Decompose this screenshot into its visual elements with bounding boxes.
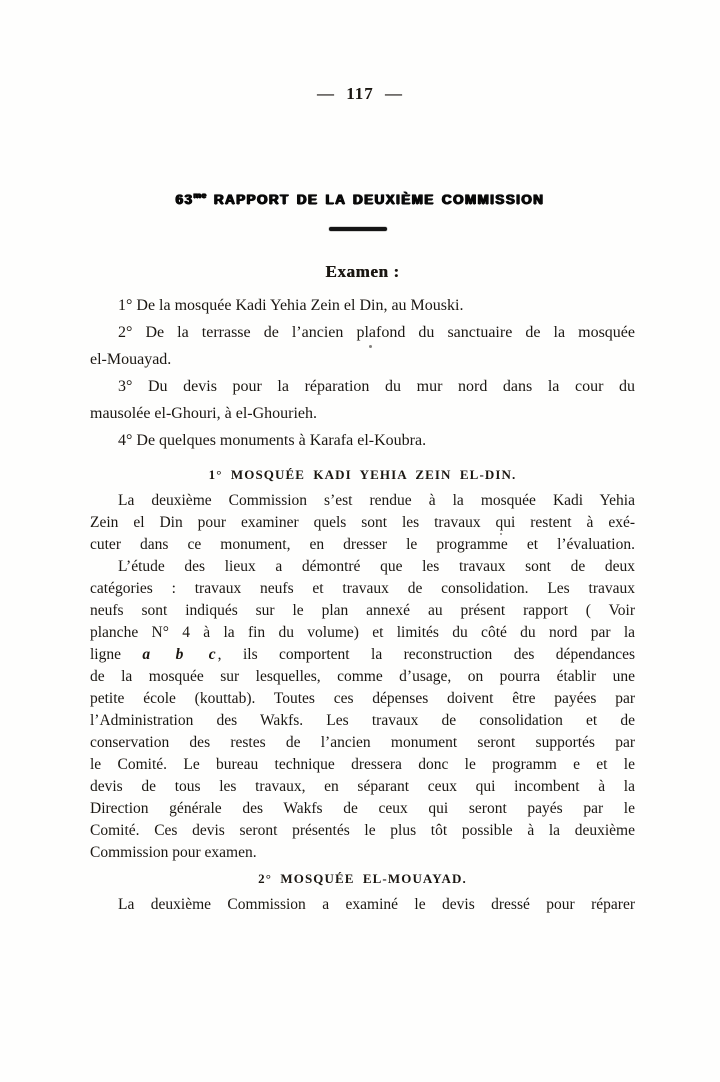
examen-item-2-line-2: el-Mouayad. <box>90 351 172 368</box>
italic-plan-letters: a b c <box>142 646 218 663</box>
examen-item-1: 1° De la mosquée Kadi Yehia Zein el Din, au Mouski. <box>118 297 464 314</box>
text-line: cuter dans ce monument, en dresser le programme et l’évaluation. <box>90 536 635 553</box>
text-line: La deuxième Commission a examiné le devis dressé pour réparer <box>118 896 635 913</box>
examen-heading: Examen : <box>325 262 400 281</box>
text-line: catégories : travaux neufs et travaux de consolidation. Les travaux <box>90 580 635 597</box>
text-line: L’étude des lieux a démontré que les travaux sont de deux <box>118 558 635 575</box>
text-segment: ligne <box>90 646 143 663</box>
text-line: Commission pour examen. <box>90 844 257 861</box>
examen-item-3-line-2: mausolée el-Ghouri, à el-Ghourieh. <box>90 405 318 422</box>
section-1-heading: 1° MOSQUÉE KADI YEHIA ZEIN EL-DIN. <box>208 467 517 482</box>
text-line: La deuxième Commission s’est rendue à la mosquée Kadi Yehia <box>118 492 635 509</box>
text-line-with-italic <box>90 644 635 666</box>
page-number: — 117 — <box>316 84 404 103</box>
page-body <box>90 262 635 916</box>
section-2-heading: 2° MOSQUÉE EL-MOUAYAD. <box>258 871 467 886</box>
text-segment: , ils comportent la reconstruction des dépendances <box>217 646 635 663</box>
text-line: de la mosquée sur lesquelles, comme d’usage, on pourra établir une <box>90 668 635 685</box>
examen-item-3-line-1: 3° Du devis pour la réparation du mur nord dans la cour du <box>118 378 635 395</box>
text-line: petite école (kouttab). Toutes ces dépenses doivent être payées par <box>90 690 635 707</box>
text-line: le Comité. Le bureau technique dressera donc le programm e et le <box>90 756 635 773</box>
report-number-suffix: me <box>193 190 207 200</box>
report-title <box>0 190 720 207</box>
examen-item-2-line-1: 2° De la terrasse de l’ancien plafond du sanctuaire de la mosquée <box>118 324 635 341</box>
text-line: Comité. Ces devis seront présentés le plus tôt possible à la deuxième <box>90 822 635 839</box>
text-line: planche N° 4 à la fin du volume) et limités du côté du nord par la <box>90 624 635 641</box>
examen-item-4: 4° De quelques monuments à Karafa el-Koubra. <box>118 432 427 449</box>
text-line: conservation des restes de l’ancien monument seront supportés par <box>90 734 635 751</box>
text-line: Zein el Din pour examiner quels sont les travaux qui restent à exé- <box>90 514 635 531</box>
text-line: Direction générale des Wakfs de ceux qui seront payés par le <box>90 800 635 817</box>
title-divider-rule <box>329 227 387 231</box>
text-line: neufs sont indiqués sur le plan annexé au présent rapport ( Voir <box>90 602 635 619</box>
report-number: 63 <box>175 192 194 207</box>
report-title-text: RAPPORT DE LA DEUXIÈME COMMISSION <box>206 192 545 207</box>
text-line: devis de tous les travaux, en séparant ceux qui incombent à la <box>90 778 635 795</box>
text-line: l’Administration des Wakfs. Les travaux de consolidation et de <box>90 712 635 729</box>
